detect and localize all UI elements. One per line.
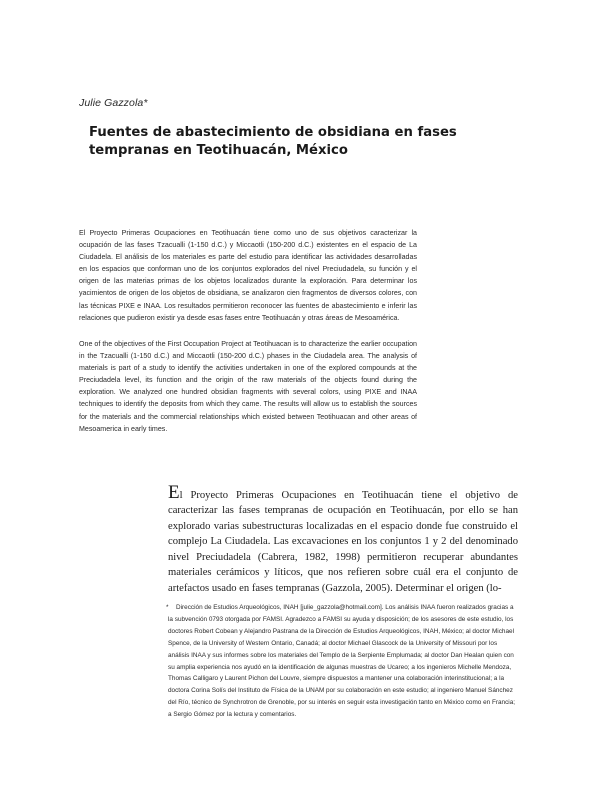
article-author: Julie Gazzola* [79, 97, 148, 109]
drop-cap: E [168, 482, 180, 503]
body-paragraph-text: l Proyecto Primeras Ocupaciones en Teotihuacán tiene el objetivo de caracterizar las fases tempranas de ocupación en Teotihuacán, por ello se han explorado varias subestructuras localizadas en el espacio donde fue construido el complejo La Ciudadela. Las excavaciones en los conjuntos 1 y 2 del denominado nivel Preciudadela (Cabrera, 1982, 1998) permitieron recuperar abundantes materiales cerámicos y líticos, que nos refieren sobre cuál era el conjunto de artefactos usado en fases tempranas (Gazzola, 2005). Determinar el origen (lo- [168, 490, 518, 594]
body-paragraph [168, 482, 518, 596]
author-footnote [168, 602, 518, 721]
footnote-text: Dirección de Estudios Arqueológicos, INAH [julie_gazzola@hotmail.com]. Los análisis INAA fueron realizados gracias a la subvención 0793 otorgada por FAMSI. Agradezco a FAMSI su ayuda y disposición; de los asesores de este estudio, los doctores Robert Cobean y Alejandro Pastrana de la Dirección de Estudios Arqueológicos, INAH, México; al doctor Michael Spence, de la University of Western Ontario, Canadá; al doctor Michael Glascock de la University of Missouri por los análisis INAA y sus informes sobre los materiales del Templo de la Serpiente Emplumada; al doctor Dan Healan quien con su amplia experiencia nos ayudó en la identificación de algunas muestras de Ucareo; a los ingenieros Michelle Mendoza, Thomas Calligaro y Laurent Pichon del Louvre, siempre dispuestos a mantener una colaboración interinstitucional; a la doctora Corina Solís del Instituto de Física de la UNAM por su colaboración en este estudio; al ingeniero Manuel Sánchez del Río, técnico de Synchrotron de Grenoble, por su interés en seguir esta investigación tanto en México como en Francia; a Sergio Gómez por la lectura y comentarios. [168, 604, 516, 719]
article-title: Fuentes de abastecimiento de obsidiana en fases tempranas en Teotihuacán, México [89, 125, 457, 158]
abstract-spanish: El Proyecto Primeras Ocupaciones en Teotihuacán tiene como uno de sus objetivos caracterizar la ocupación de las fases Tzacualli (1-150 d.C.) y Miccaotli (150-200 d.C.) existentes en el espacio de La Ciudadela. El análisis de los materiales es parte del estudio para identificar las actividades desarrolladas en los espacios que conforman uno de los conjuntos explorados del nivel Preciudadela, su función y el origen de las materias primas de los objetos localizados durante la exploración. Para determinar los yacimientos de origen de los objetos de obsidiana, se analizaron cien fragmentos de diversos colores, con las técnicas PIXE e INAA. Los resultados permitieron reconocer las fuentes de abastecimiento e inferir las relaciones que pudieron existir ya desde esas fases entre Teotihuacán y otras áreas de Mesoamérica. [79, 229, 417, 322]
abstract-english: One of the objectives of the First Occupation Project at Teotihuacan is to characterize the earlier occupation in the Tzacualli (1-150 d.C.) and Miccaotli (150-200 d.C.) phases in the Ciudadela area. The analysis of materials is part of a study to identify the activities undertaken in one of the explored compounds at the Preciudadela level, its function and the origin of the raw materials of the objects found during the exploration. We analyzed one hundred obsidian fragments with several colors, using PIXE and INAA techniques to identify the deposits from which they came. The results will allow us to establish the sources for the materials and the commercial relationships which existed between Teotihuacan and other areas of Mesoamerica in early times. [79, 340, 417, 433]
footnote-mark: * [166, 604, 169, 611]
